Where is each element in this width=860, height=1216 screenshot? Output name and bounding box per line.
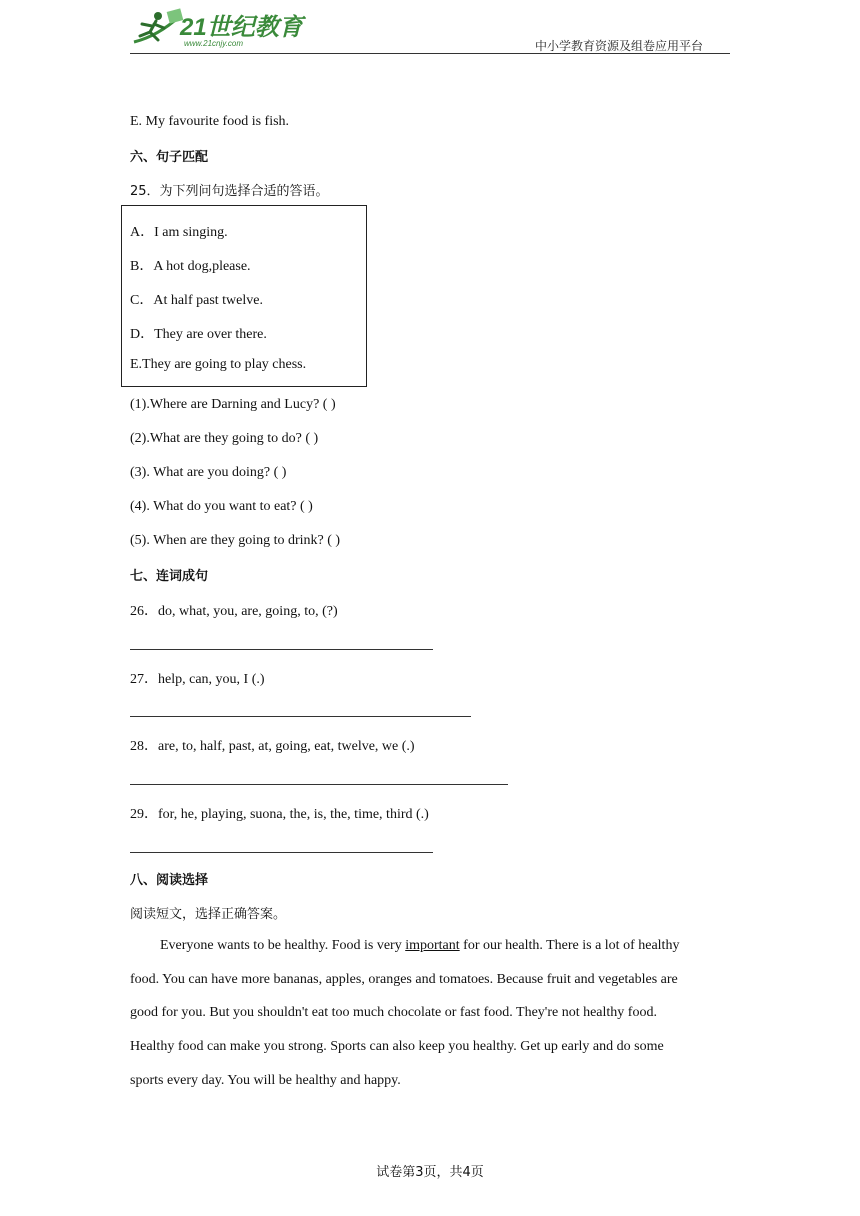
answer-line-28 bbox=[130, 784, 508, 785]
page-footer: 试卷第3页，共4页 bbox=[376, 1165, 484, 1180]
logo-url: www.21cnjy.com bbox=[184, 39, 243, 48]
option-b: B．A hot dog,please. bbox=[130, 259, 251, 274]
passage-line-1 bbox=[160, 938, 679, 954]
passage-text: for our health. There is a lot of healthy bbox=[459, 938, 680, 953]
option-e: E.They are going to play chess. bbox=[130, 357, 307, 372]
header-divider bbox=[130, 53, 730, 54]
sentence-item-28: 28．are, to, half, past, at, going, eat, twelve, we (.) bbox=[130, 739, 415, 754]
section-8-title: 八、阅读选择 bbox=[130, 873, 209, 888]
match-question-2: (2).What are they going to do? ( ) bbox=[130, 431, 319, 446]
answer-line-27 bbox=[130, 716, 471, 717]
passage-line-4: Healthy food can make you strong. Sports can also keep you healthy. Get up early and do some bbox=[130, 1039, 664, 1054]
passage-line-5: sports every day. You will be healthy and happy. bbox=[130, 1073, 401, 1088]
option-c: C．At half past twelve. bbox=[130, 293, 263, 308]
match-question-1: (1).Where are Darning and Lucy? ( ) bbox=[130, 397, 336, 412]
option-d: D．They are over there. bbox=[130, 327, 267, 342]
passage-text: Everyone wants to be healthy. Food is very bbox=[160, 938, 406, 953]
match-question-3: (3). What are you doing? ( ) bbox=[130, 465, 287, 480]
underlined-word: important bbox=[405, 938, 460, 953]
sentence-item-27: 27．help, can, you, I (.) bbox=[130, 672, 265, 687]
sentence-item-29: 29．for, he, playing, suona, the, is, the, time, third (.) bbox=[130, 807, 429, 822]
answer-line-29 bbox=[130, 852, 433, 853]
header-platform-name: 中小学教育资源及组卷应用平台 bbox=[535, 39, 704, 53]
passage-line-3: good for you. But you shouldn't eat too much chocolate or fast food. They're not healthy food. bbox=[130, 1005, 657, 1020]
passage-line-2: food. You can have more bananas, apples, oranges and tomatoes. Because fruit and vegetables are bbox=[130, 972, 678, 987]
option-a: A．I am singing. bbox=[130, 225, 228, 240]
runner-logo-icon bbox=[128, 6, 308, 50]
reading-instruction: 阅读短文，选择正确答案。 bbox=[130, 907, 287, 922]
logo-text: 21世纪教育 bbox=[180, 14, 303, 41]
answer-line-26 bbox=[130, 649, 433, 650]
sentence-item-26: 26．do, what, you, are, going, to, (?) bbox=[130, 604, 338, 619]
match-question-5: (5). When are they going to drink? ( ) bbox=[130, 533, 341, 548]
question-25-prompt: 25．为下列问句选择合适的答语。 bbox=[130, 184, 329, 199]
match-question-4: (4). What do you want to eat? ( ) bbox=[130, 499, 313, 514]
section-7-title: 七、连词成句 bbox=[130, 569, 209, 584]
previous-option-e: E. My favourite food is fish. bbox=[130, 114, 290, 129]
site-logo bbox=[128, 6, 308, 50]
section-6-title: 六、句子匹配 bbox=[130, 150, 209, 165]
